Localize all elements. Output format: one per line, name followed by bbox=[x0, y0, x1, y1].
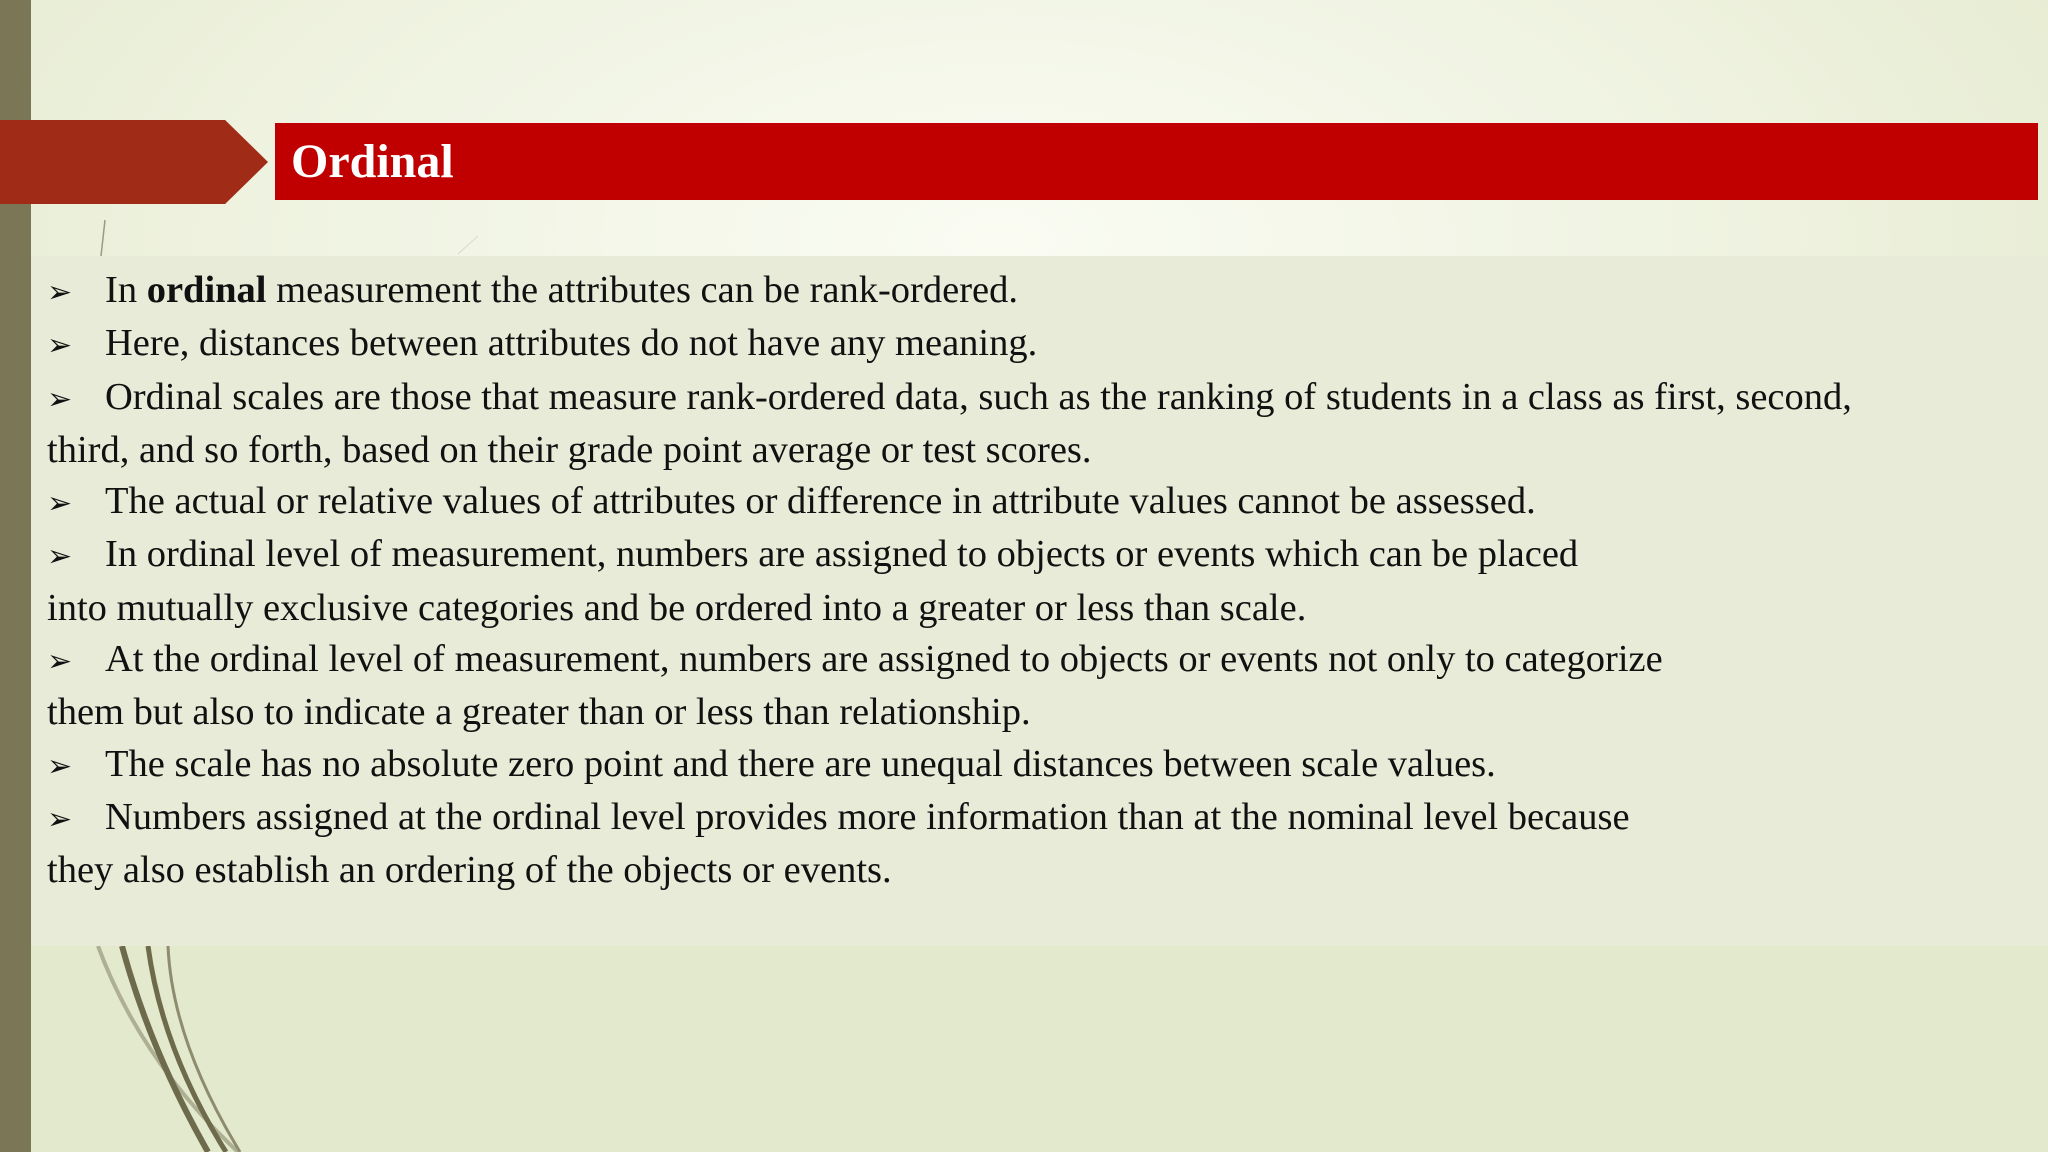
bullet-text: Numbers assigned at the ordinal level provides more information than at the nominal level because bbox=[105, 795, 1630, 838]
bullet-text: At the ordinal level of measurement, numbers are assigned to objects or events not only to categorize bbox=[105, 638, 1663, 681]
bullet-text: third, and so forth, based on their grade point average or test scores. bbox=[47, 428, 1092, 471]
bullet-text: into mutually exclusive categories and be ordered into a greater or less than scale. bbox=[47, 586, 1307, 629]
title-arrow-shape bbox=[0, 120, 268, 204]
bullet-continuation-line bbox=[47, 583, 2042, 634]
bullet-continuation-line bbox=[47, 687, 2042, 738]
arrowhead-bullet-icon: ➢ bbox=[47, 328, 73, 364]
bullet-text: they also establish an ordering of the objects or events. bbox=[47, 849, 892, 892]
arrowhead-bullet-icon: ➢ bbox=[47, 275, 73, 310]
bullet-item bbox=[47, 265, 2042, 318]
arrowhead-bullet-icon: ➢ bbox=[47, 486, 73, 522]
bullet-item bbox=[47, 529, 2042, 582]
bullet-text: In bbox=[105, 269, 147, 311]
slide-title: Ordinal bbox=[291, 135, 454, 188]
arrowhead-bullet-icon: ➢ bbox=[47, 644, 73, 680]
arrowhead-bullet-icon: ➢ bbox=[47, 748, 73, 784]
bullet-text: Ordinal scales are those that measure rank-ordered data, such as the ranking of students in a class as first, second, bbox=[105, 375, 1852, 418]
bullet-text: The scale has no absolute zero point and there are unequal distances between scale values. bbox=[105, 742, 1496, 785]
bullet-continuation-line bbox=[47, 845, 2042, 896]
bullet-text: In ordinal level of measurement, numbers are assigned to objects or events which can be placed bbox=[105, 533, 1579, 576]
bullet-text: The actual or relative values of attributes or difference in attribute values cannot be assessed. bbox=[105, 480, 1536, 523]
bullet-item bbox=[47, 476, 2042, 529]
bullet-item bbox=[47, 318, 2042, 371]
arrowhead-bullet-icon: ➢ bbox=[47, 801, 73, 837]
bullet-text-bold: ordinal bbox=[146, 269, 267, 311]
bullet-text: Here, distances between attributes do not have any meaning. bbox=[105, 322, 1038, 365]
bullet-item bbox=[47, 372, 2042, 425]
bullet-text: them but also to indicate a greater than or less than relationship. bbox=[47, 691, 1031, 734]
arrowhead-bullet-icon: ➢ bbox=[47, 539, 73, 575]
title-bar bbox=[275, 123, 2038, 200]
bullet-item bbox=[47, 792, 2042, 845]
bullet-continuation-line bbox=[47, 425, 2042, 476]
bullet-text: measurement the attributes can be rank-ordered. bbox=[266, 269, 1018, 311]
bullet-item bbox=[47, 634, 2042, 687]
bullet-item bbox=[47, 739, 2042, 792]
bullet-list bbox=[47, 265, 2042, 897]
arrowhead-bullet-icon: ➢ bbox=[47, 381, 73, 417]
